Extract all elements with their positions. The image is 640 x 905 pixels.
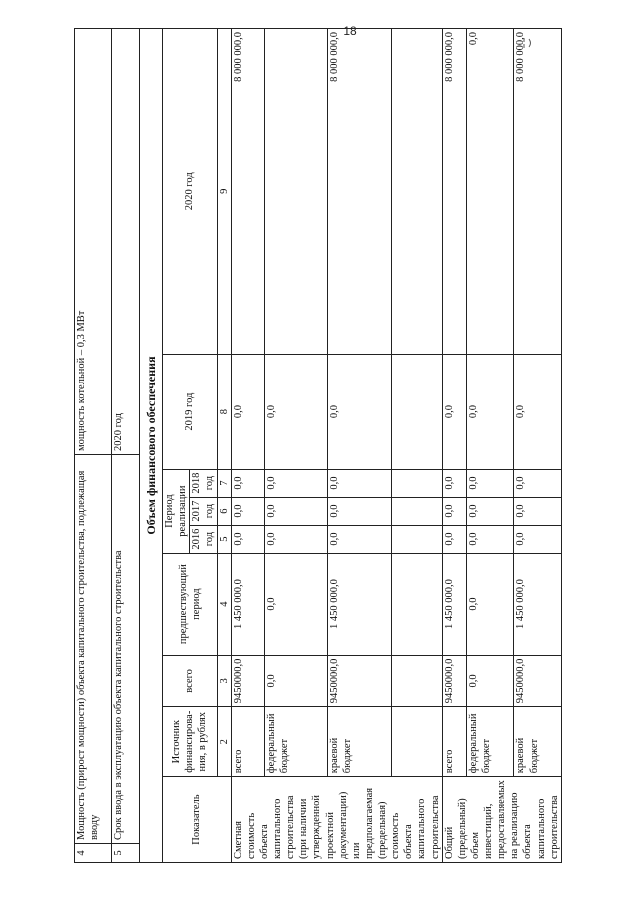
table-row — [328, 29, 392, 863]
column-number: 7 — [217, 469, 231, 497]
y2019-cell: 0,0 — [231, 354, 264, 469]
empty-cell — [391, 553, 442, 655]
column-number: 5 — [217, 525, 231, 553]
y2016-cell: 0,0 — [231, 525, 264, 553]
margin-mark-icon — [520, 36, 534, 50]
y2019-cell: 0,0 — [264, 354, 328, 469]
empty-cell — [391, 469, 442, 497]
column-number-row — [217, 29, 231, 863]
y2017-cell: 0,0 — [328, 497, 392, 525]
source-cell: федеральный бюджет — [467, 707, 514, 777]
total-cell: 9450000,0 — [328, 655, 392, 707]
empty-cell — [391, 655, 442, 707]
y2020-cell: 8 000 000,0 — [514, 29, 561, 355]
row-number: 5 — [111, 844, 139, 863]
table-row — [264, 29, 328, 863]
header-period: Период реализации — [163, 469, 190, 553]
financing-table — [162, 28, 562, 863]
page-number: 18 — [343, 24, 357, 38]
table-row — [514, 29, 561, 863]
empty-cell — [391, 525, 442, 553]
total-cell: 0,0 — [467, 655, 514, 707]
source-cell: всего — [231, 707, 264, 777]
y2016-cell: 0,0 — [328, 525, 392, 553]
y2016-cell: 0,0 — [467, 525, 514, 553]
table-row — [467, 29, 514, 863]
indicator-estimated-cost: Сметная стоимость объекта капитального строительства (при наличии утвержденной проектной документации) или предполагаемая (предельная) стоимость объекта капитального строительства — [231, 777, 442, 863]
source-cell: всего — [442, 707, 467, 777]
section-title: Объем финансового обеспечения — [140, 28, 162, 863]
previous-cell: 0,0 — [264, 553, 328, 655]
previous-cell: 1 450 000,0 — [231, 553, 264, 655]
previous-cell: 0,0 — [467, 553, 514, 655]
y2020-cell: 8 000 000,0 — [231, 29, 264, 355]
y2018-cell: 0,0 — [467, 469, 514, 497]
y2019-cell: 0,0 — [514, 354, 561, 469]
header-indicator: Показатель — [163, 777, 232, 863]
object-info-table — [74, 28, 140, 863]
empty-cell — [391, 707, 442, 777]
total-cell: 0,0 — [264, 655, 328, 707]
table-row-spacer — [391, 29, 442, 863]
column-number: 4 — [217, 553, 231, 655]
info-label: Срок ввода в эксплуатацию объекта капитального строительства — [111, 455, 139, 844]
header-2018: 2018 год — [190, 469, 217, 497]
source-cell: краевой бюджет — [514, 707, 561, 777]
y2019-cell: 0,0 — [467, 354, 514, 469]
previous-cell: 1 450 000,0 — [328, 553, 392, 655]
header-total: всего — [163, 655, 218, 707]
column-number: 9 — [217, 29, 231, 355]
header-source: Источник финансирова-ния, в рублях — [163, 707, 218, 777]
y2020-cell: 8 000 000,0 — [442, 29, 467, 355]
previous-cell: 1 450 000,0 — [442, 553, 467, 655]
y2016-cell: 0,0 — [514, 525, 561, 553]
y2017-cell: 0,0 — [231, 497, 264, 525]
header-previous: предшествующий период — [163, 553, 218, 655]
y2019-cell: 0,0 — [442, 354, 467, 469]
header-2019: 2019 год — [163, 354, 218, 469]
info-row-commissioning — [111, 29, 139, 863]
y2019-cell: 0,0 — [328, 354, 392, 469]
total-cell: 9450000,0 — [231, 655, 264, 707]
info-label: Мощность (прирост мощности) объекта капитального строительства, подлежащая вводу — [75, 455, 112, 844]
previous-cell: 1 450 000,0 — [514, 553, 561, 655]
info-row-capacity — [75, 29, 112, 863]
y2016-cell: 0,0 — [264, 525, 328, 553]
header-row — [163, 29, 190, 863]
row-number: 4 — [75, 844, 112, 863]
empty-cell — [391, 497, 442, 525]
indicator-total-investment: Общий (предельный) объем инвестиций, предоставляемых на реализацию объекта капитального строительства — [442, 777, 561, 863]
header-2016: 2016 год — [190, 525, 217, 553]
rotated-table-area — [74, 28, 560, 863]
y2017-cell: 0,0 — [467, 497, 514, 525]
y2018-cell: 0,0 — [328, 469, 392, 497]
source-cell: краевой бюджет — [328, 707, 392, 777]
y2017-cell: 0,0 — [514, 497, 561, 525]
column-number: 3 — [217, 655, 231, 707]
y2020-cell: 0,0 — [467, 29, 514, 355]
y2016-cell: 0,0 — [442, 525, 467, 553]
y2017-cell: 0,0 — [442, 497, 467, 525]
y2018-cell: 0,0 — [442, 469, 467, 497]
column-number: 6 — [217, 497, 231, 525]
total-cell: 9450000,0 — [514, 655, 561, 707]
source-cell: федеральный бюджет — [264, 707, 328, 777]
y2018-cell: 0,0 — [514, 469, 561, 497]
header-2020: 2020 год — [163, 29, 218, 355]
empty-cell — [391, 354, 442, 469]
column-number: 8 — [217, 354, 231, 469]
column-number: 2 — [217, 707, 231, 777]
info-value: 2020 год — [111, 29, 139, 455]
table-row — [442, 29, 467, 863]
y2020-cell: 8 000 000,0 — [328, 29, 392, 355]
info-value: мощность котельной – 0,3 МВт — [75, 29, 112, 455]
empty-cell — [391, 29, 442, 355]
y2018-cell: 0,0 — [231, 469, 264, 497]
table-row — [231, 29, 264, 863]
y2020-cell — [264, 29, 328, 355]
y2017-cell: 0,0 — [264, 497, 328, 525]
header-2017: 2017 год — [190, 497, 217, 525]
y2018-cell: 0,0 — [264, 469, 328, 497]
total-cell: 9450000,0 — [442, 655, 467, 707]
